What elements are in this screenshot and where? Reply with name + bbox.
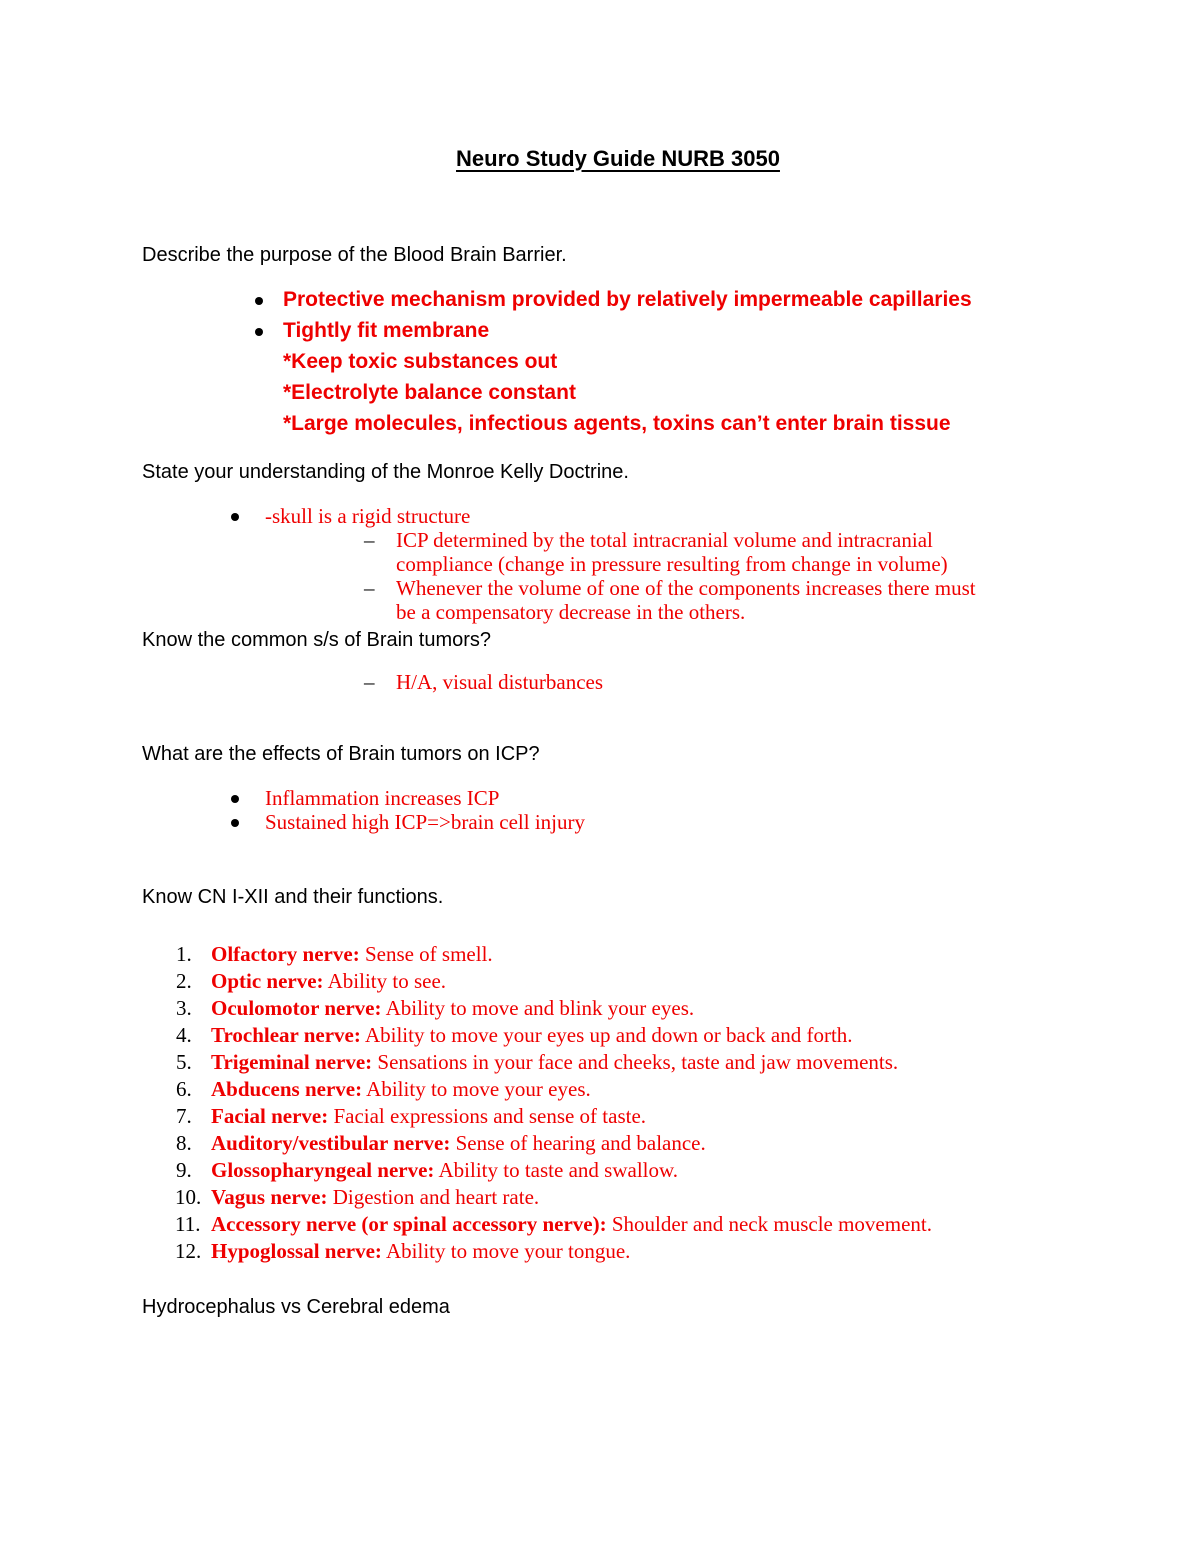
bbb-bullet-2: Tightly fit membrane	[283, 319, 490, 342]
nerve-list-item	[211, 969, 446, 994]
nerve-number: 1.	[176, 942, 192, 966]
nerve-list-item	[211, 1239, 630, 1264]
bullet-icon	[231, 819, 239, 827]
nerve-list-item	[211, 1185, 539, 1210]
section-heading-monroe-kelly: State your understanding of the Monroe Kelly Doctrine.	[142, 461, 629, 483]
bullet-icon	[231, 795, 239, 803]
nerve-function: Ability to move your tongue.	[381, 1239, 631, 1263]
section-heading-icp-effects: What are the effects of Brain tumors on ICP?	[142, 743, 540, 765]
nerve-name: Trigeminal nerve:	[211, 1050, 373, 1074]
nerve-function: Ability to move and blink your eyes.	[381, 996, 695, 1020]
nerve-function: Ability to taste and swallow.	[434, 1158, 679, 1182]
nerve-function: Ability to move your eyes.	[362, 1077, 591, 1101]
bbb-sub-item-3: *Large molecules, infectious agents, toxins can’t enter brain tissue	[283, 412, 951, 435]
nerve-function: Ability to see.	[323, 969, 447, 993]
bbb-sub-item-1: *Keep toxic substances out	[283, 350, 558, 373]
dash-icon: –	[364, 670, 375, 694]
nerve-function: Sense of hearing and balance.	[450, 1131, 706, 1155]
monroe-dash-1-line1: ICP determined by the total intracranial volume and intracranial	[396, 528, 933, 552]
nerve-number: 4.	[176, 1023, 192, 1047]
bullet-icon	[231, 513, 239, 521]
nerve-list-item	[211, 1077, 591, 1102]
nerve-list-item	[211, 1050, 898, 1075]
nerve-list-item	[211, 996, 694, 1021]
bullet-icon	[255, 297, 263, 305]
nerve-number: 11.	[175, 1212, 201, 1236]
nerve-name: Hypoglossal nerve:	[211, 1239, 382, 1263]
nerve-number: 12.	[175, 1239, 202, 1263]
nerve-function: Digestion and heart rate.	[327, 1185, 540, 1209]
nerve-list-item	[211, 1212, 932, 1237]
nerve-name: Trochlear nerve:	[211, 1023, 361, 1047]
nerve-name: Accessory nerve (or spinal accessory nerve):	[211, 1212, 607, 1236]
nerve-name: Abducens nerve:	[211, 1077, 363, 1101]
dash-icon: –	[364, 576, 375, 600]
bbb-bullet-1: Protective mechanism provided by relatively impermeable capillaries	[283, 288, 972, 311]
page-title: Neuro Study Guide NURB 3050	[456, 146, 780, 171]
section-heading-cranial-nerves: Know CN I-XII and their functions.	[142, 886, 444, 908]
section-heading-bbb: Describe the purpose of the Blood Brain Barrier.	[142, 244, 567, 266]
section-heading-brain-tumor-ss: Know the common s/s of Brain tumors?	[142, 629, 492, 651]
nerve-name: Glossopharyngeal nerve:	[211, 1158, 435, 1182]
nerve-number: 9.	[176, 1158, 192, 1182]
nerve-list-item	[211, 1104, 646, 1129]
icp-bullet-1: Inflammation increases ICP	[265, 786, 500, 810]
nerve-name: Auditory/vestibular nerve:	[211, 1131, 451, 1155]
nerve-number: 7.	[176, 1104, 192, 1128]
nerve-list-item	[211, 1131, 706, 1156]
bbb-sub-item-2: *Electrolyte balance constant	[283, 381, 576, 404]
nerve-name: Facial nerve:	[211, 1104, 329, 1128]
nerve-function: Facial expressions and sense of taste.	[328, 1104, 647, 1128]
nerve-list-item	[211, 1023, 853, 1048]
nerve-name: Oculomotor nerve:	[211, 996, 382, 1020]
monroe-dash-2-line1: Whenever the volume of one of the components increases there must	[396, 576, 976, 600]
nerve-function: Sensations in your face and cheeks, taste and jaw movements.	[372, 1050, 899, 1074]
bullet-icon	[255, 328, 263, 336]
section-heading-hydrocephalus: Hydrocephalus vs Cerebral edema	[142, 1296, 450, 1318]
nerve-function: Shoulder and neck muscle movement.	[606, 1212, 932, 1236]
nerve-number: 6.	[176, 1077, 192, 1101]
nerve-function: Sense of smell.	[359, 942, 493, 966]
nerve-list-item	[211, 1158, 678, 1183]
monroe-dash-1-line2: compliance (change in pressure resulting from change in volume)	[396, 552, 948, 576]
monroe-dash-2-line2: be a compensatory decrease in the others.	[396, 600, 746, 624]
icp-bullet-2: Sustained high ICP=>brain cell injury	[265, 810, 585, 834]
nerve-function: Ability to move your eyes up and down or back and forth.	[360, 1023, 853, 1047]
nerve-list-item	[211, 942, 493, 967]
nerve-number: 3.	[176, 996, 192, 1020]
nerve-number: 8.	[176, 1131, 192, 1155]
dash-icon: –	[364, 528, 375, 552]
nerve-number: 2.	[176, 969, 192, 993]
nerve-number: 5.	[176, 1050, 192, 1074]
nerve-name: Olfactory nerve:	[211, 942, 360, 966]
nerve-number: 10.	[175, 1185, 202, 1209]
monroe-bullet: -skull is a rigid structure	[265, 504, 471, 528]
brain-tumor-ss-item: H/A, visual disturbances	[396, 670, 604, 694]
nerve-name: Optic nerve:	[211, 969, 324, 993]
nerve-name: Vagus nerve:	[211, 1185, 328, 1209]
